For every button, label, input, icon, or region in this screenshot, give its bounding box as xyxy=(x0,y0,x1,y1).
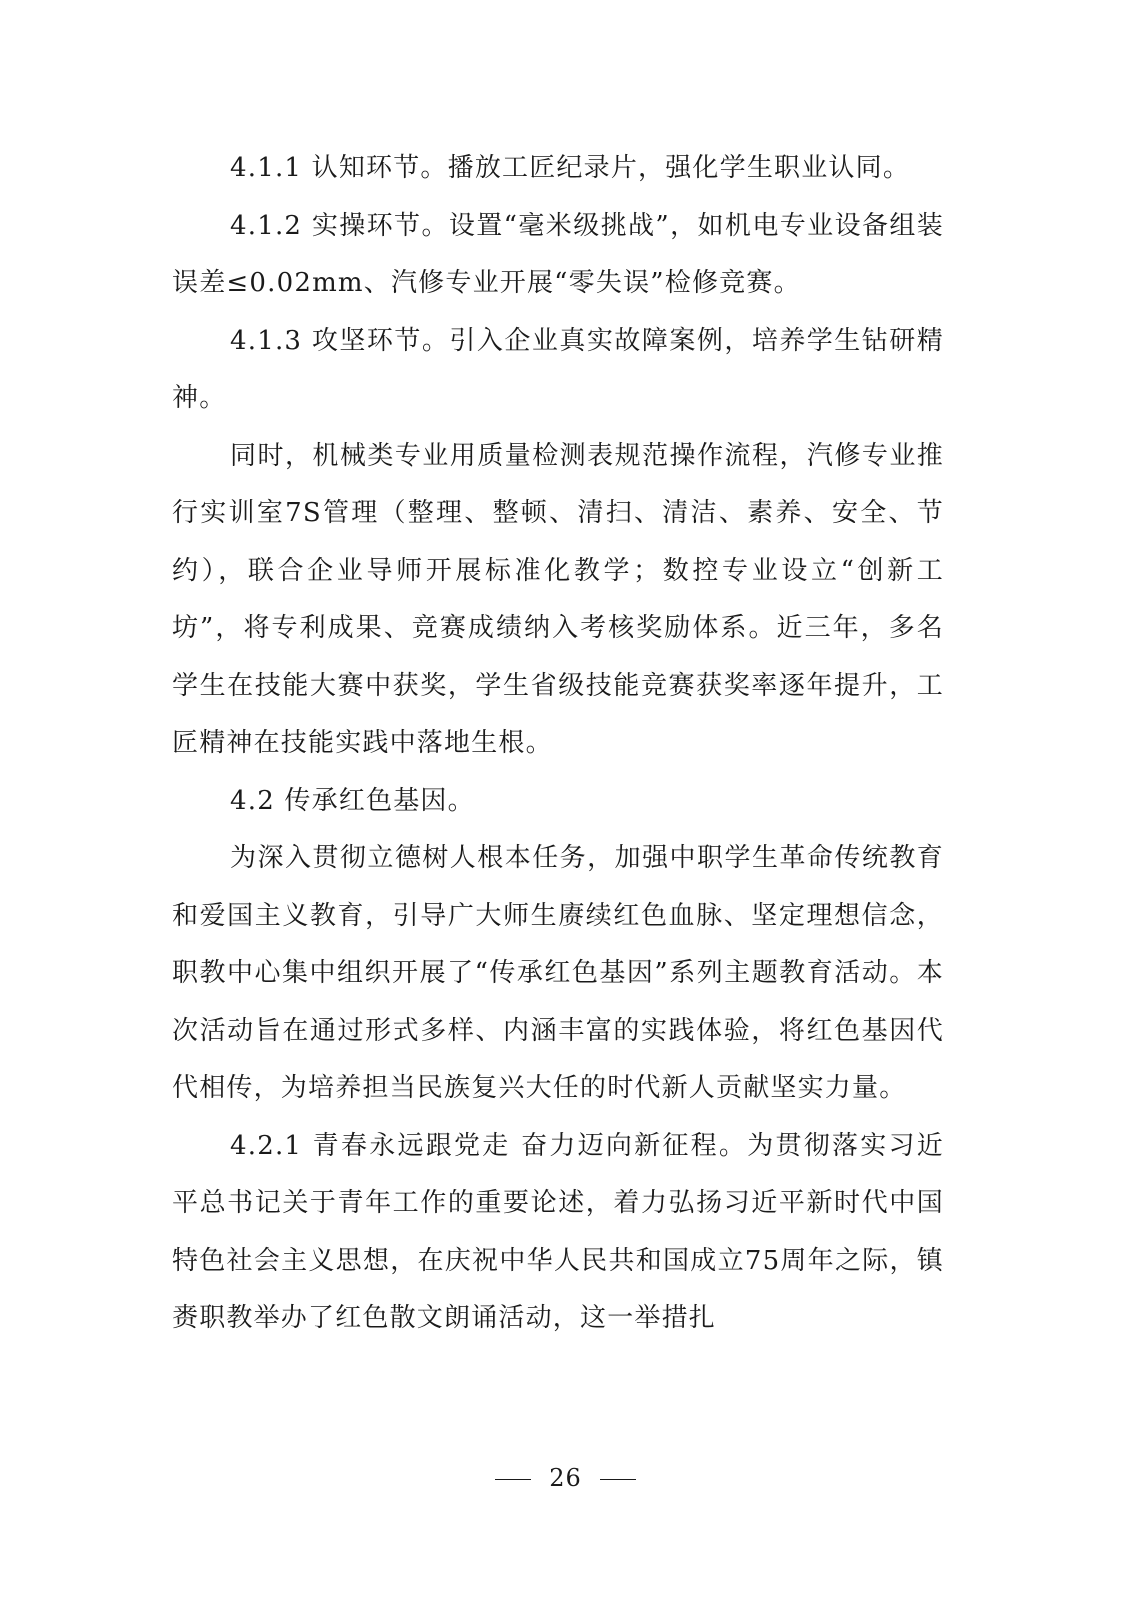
footer-dash-right xyxy=(600,1479,636,1480)
footer-dash-left xyxy=(495,1479,531,1480)
document-body xyxy=(172,140,944,1348)
paragraph-4-2-1: 4.2.1 青春永远跟党走 奋力迈向新征程。为贯彻落实习近平总书记关于青年工作的重要论述，着力弘扬习近平新时代中国特色社会主义思想，在庆祝中华人民共和国成立75周年之际，镇赉职教举办了红色散文朗诵活动，这一举措扎 xyxy=(172,1130,944,1333)
paragraph-red-gene-intro: 为深入贯彻立德树人根本任务，加强中职学生革命传统教育和爱国主义教育，引导广大师生赓续红色血脉、坚定理想信念，职教中心集中组织开展了“传承红色基因”系列主题教育活动。本次活动旨在通过形式多样、内涵丰富的实践体验，将红色基因代代相传，为培养担当民族复兴大任的时代新人贡献坚实力量。 xyxy=(172,843,944,1103)
paragraph-4-1-3: 4.1.3 攻坚环节。引入企业真实故障案例，培养学生钻研精神。 xyxy=(172,325,944,413)
paragraph-practice-summary: 同时，机械类专业用质量检测表规范操作流程，汽修专业推行实训室7S管理（整理、整顿、清扫、清洁、素养、安全、节约），联合企业导师开展标准化教学；数控专业设立“创新工坊”，将专利成果、竞赛成绩纳入考核奖励体系。近三年，多名学生在技能大赛中获奖，学生省级技能竞赛获奖率逐年提升，工匠精神在技能实践中落地生根。 xyxy=(172,440,944,758)
page-number: 26 xyxy=(549,1464,582,1492)
paragraph-4-1-1: 4.1.1 认知环节。播放工匠纪录片，强化学生职业认同。 xyxy=(230,153,911,183)
page-footer xyxy=(0,1460,1131,1496)
section-heading-4-2: 4.2 传承红色基因。 xyxy=(230,785,475,816)
paragraph-4-1-2: 4.1.2 实操环节。设置“毫米级挑战”，如机电专业设备组装误差≤0.02mm、汽修专业开展“零失误”检修竞赛。 xyxy=(172,210,944,298)
